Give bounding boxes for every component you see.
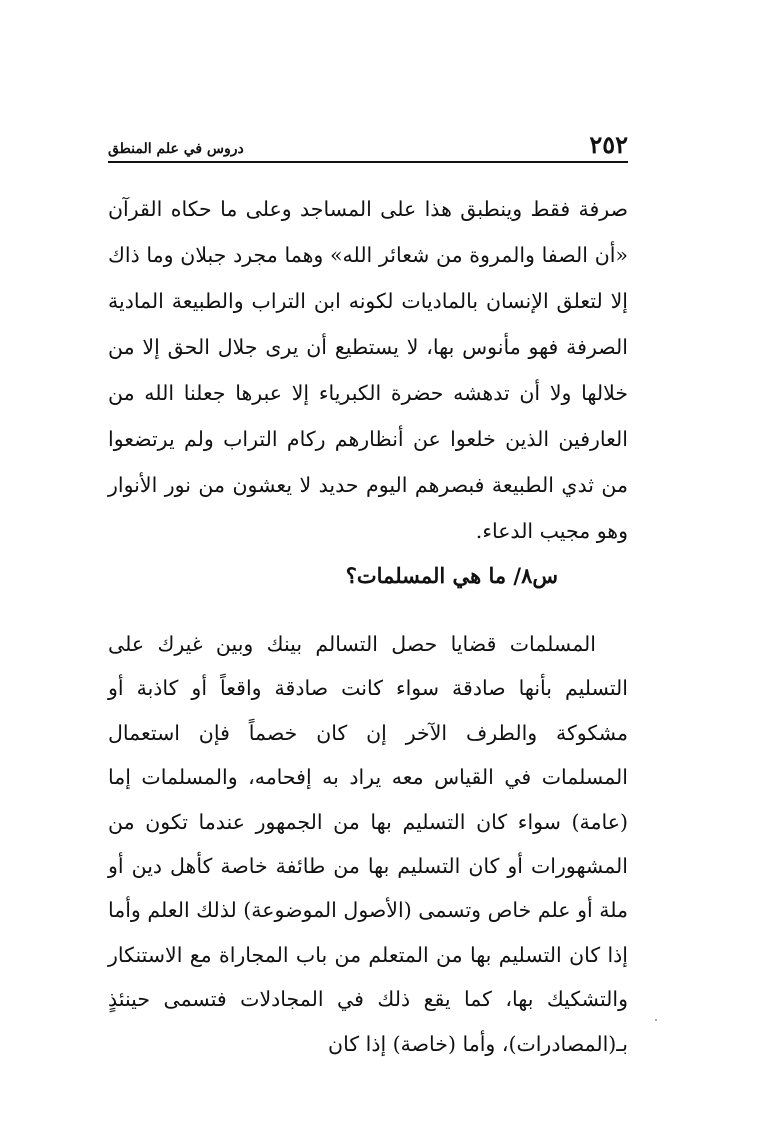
page-number: ٢٥٢ [589, 130, 628, 159]
paragraph-text: المسلمات قضايا حصل التسالم بينك وبين غيرك على التسليم بأنها صادقة سواء كانت صادقة واقعاً أو كاذبة أو مشكوكة والطرف الآخر إن كان خصماً فإن استعمال المسلمات في القياس معه يراد به إفحامه، والمسلمات إما (عامة) سواء كان التسليم بها من الجمهور عندما تكون من المشهورات أو كان التسليم بها من طائفة خاصة كأهل دين أو ملة أو علم خاص وتسمى (الأصول الموضوعة) لذلك العلم وأما إذا كان التسليم بها من المتعلم من باب المجاراة مع الاستنكار والتشكيك بها، كما يقع ذلك في المجادلات فتسمى حينئذٍ بـ(المصادرات)، وأما (خاصة) إذا كان [108, 632, 628, 1056]
header-divider [108, 161, 628, 163]
book-title: دروس في علم المنطق [108, 141, 244, 157]
body-paragraph-1 [108, 186, 628, 554]
body-paragraph-2 [108, 622, 628, 1066]
scan-speck [655, 1019, 657, 1021]
paragraph-text: صرفة فقط وينطبق هذا على المساجد وعلى ما حكاه القرآن «أن الصفا والمروة من شعائر الله» وهما مجرد جبلان وما ذاك إلا لتعلق الإنسان بالماديات لكونه ابن التراب والطبيعة المادية الصرفة فهو مأنوس بها، لا يستطيع أن يرى جلال الحق إلا من خلالها ولا أن تدهشه حضرة الكبرياء إلا عبرها جعلنا الله من العارفين الذين خلعوا عن أنظارهم ركام التراب ولم يرتضعوا من ثدي الطبيعة فبصرهم اليوم حديد لا يعشون من نور الأنوار وهو مجيب الدعاء. [108, 197, 628, 543]
question-heading: س٨/ ما هي المسلمات؟ [345, 563, 558, 588]
running-header [108, 128, 628, 158]
